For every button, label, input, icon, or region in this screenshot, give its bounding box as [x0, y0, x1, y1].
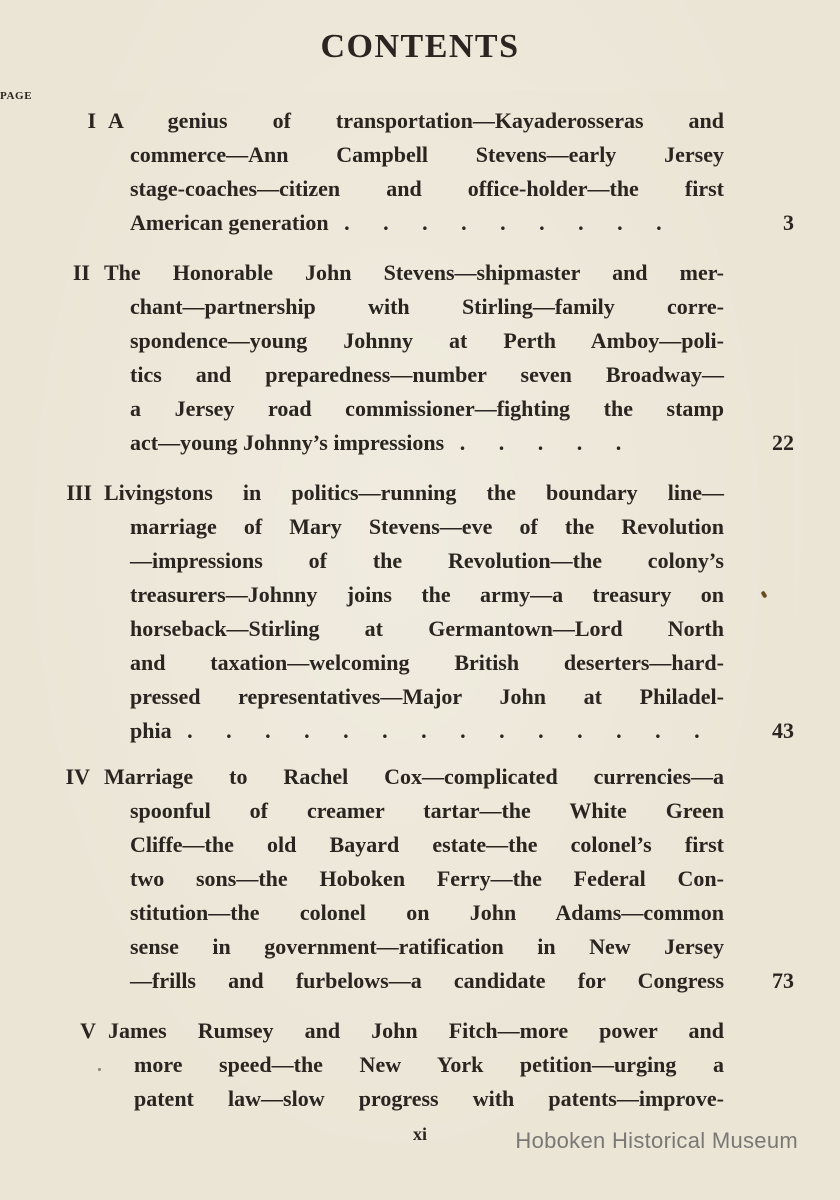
entry-line: Marriage to Rachel Cox—complicated currencies—a: [104, 764, 724, 789]
entry-line: more speed—the New York petition—urging a: [134, 1052, 724, 1077]
dot-leader: . . . . . . . . . . . . . .: [187, 718, 714, 743]
page-number: 22: [772, 430, 794, 455]
entry-line: pressed representatives—Major John at Philadel-: [130, 684, 724, 709]
entry-line: Livingstons in politics—running the boundary line—: [104, 480, 724, 505]
entry-line: stage-coaches—citizen and office-holder—the first: [130, 176, 724, 201]
entry-line: [130, 714, 714, 748]
chapter-numeral: I: [87, 108, 96, 133]
entry-line-text: phia: [130, 718, 172, 743]
entry-line: treasurers—Johnny joins the army—a treasury on: [130, 582, 724, 607]
page-title: CONTENTS: [320, 28, 520, 65]
page-number: 43: [772, 718, 794, 743]
dot-leader: . . . . . . . . .: [344, 210, 676, 235]
entry-line: A genius of transportation—Kayaderosseras and: [108, 108, 724, 133]
dot-leader: . . . . .: [459, 430, 636, 455]
entry-line: [130, 206, 676, 240]
paper-speck: [98, 1068, 101, 1071]
entry-line: spondence—young Johnny at Perth Amboy—poli-: [130, 328, 724, 353]
entry-line: The Honorable John Stevens—shipmaster and mer-: [104, 260, 724, 285]
entry-line: marriage of Mary Stevens—eve of the Revolution: [130, 514, 724, 539]
entry-line: tics and preparedness—number seven Broadway—: [130, 362, 724, 387]
entry-line: [130, 426, 635, 460]
chapter-numeral: III: [66, 480, 92, 505]
chapter-numeral: V: [80, 1018, 96, 1043]
entry-line: horseback—Stirling at Germantown—Lord North: [130, 616, 724, 641]
entry-line-text: act—young Johnny’s impressions: [130, 430, 445, 455]
chapter-numeral: II: [72, 260, 90, 285]
entry-line-text: American generation: [130, 210, 329, 235]
entry-line: chant—partnership with Stirling—family corre-: [130, 294, 724, 319]
entry-line: sense in government—ratification in New Jersey: [130, 934, 724, 959]
page-folio: xi: [412, 1124, 427, 1144]
entry-line: stitution—the colonel on John Adams—common: [130, 900, 724, 925]
entry-line: spoonful of creamer tartar—the White Green: [130, 798, 724, 823]
entry-line: patent law—slow progress with patents—improve-: [134, 1086, 724, 1111]
page-number: 3: [783, 210, 794, 235]
entry-line: —impressions of the Revolution—the colony’s: [130, 548, 724, 573]
page-number: 73: [772, 968, 794, 993]
entry-line: and taxation—welcoming British deserters—hard-: [130, 650, 724, 675]
watermark: Hoboken Historical Museum: [515, 1128, 798, 1153]
chapter-numeral: IV: [65, 764, 90, 789]
entry-line: two sons—the Hoboken Ferry—the Federal Con-: [130, 866, 724, 891]
entry-line: commerce—Ann Campbell Stevens—early Jersey: [130, 142, 724, 167]
entry-line: —frills and furbelows—a candidate for Congress: [130, 968, 724, 993]
entry-line: Cliffe—the old Bayard estate—the colonel’s first: [130, 832, 724, 857]
entry-line: a Jersey road commissioner—fighting the stamp: [130, 396, 724, 421]
page-column-header: PAGE: [0, 90, 794, 1200]
entry-line: James Rumsey and John Fitch—more power and: [108, 1018, 724, 1043]
